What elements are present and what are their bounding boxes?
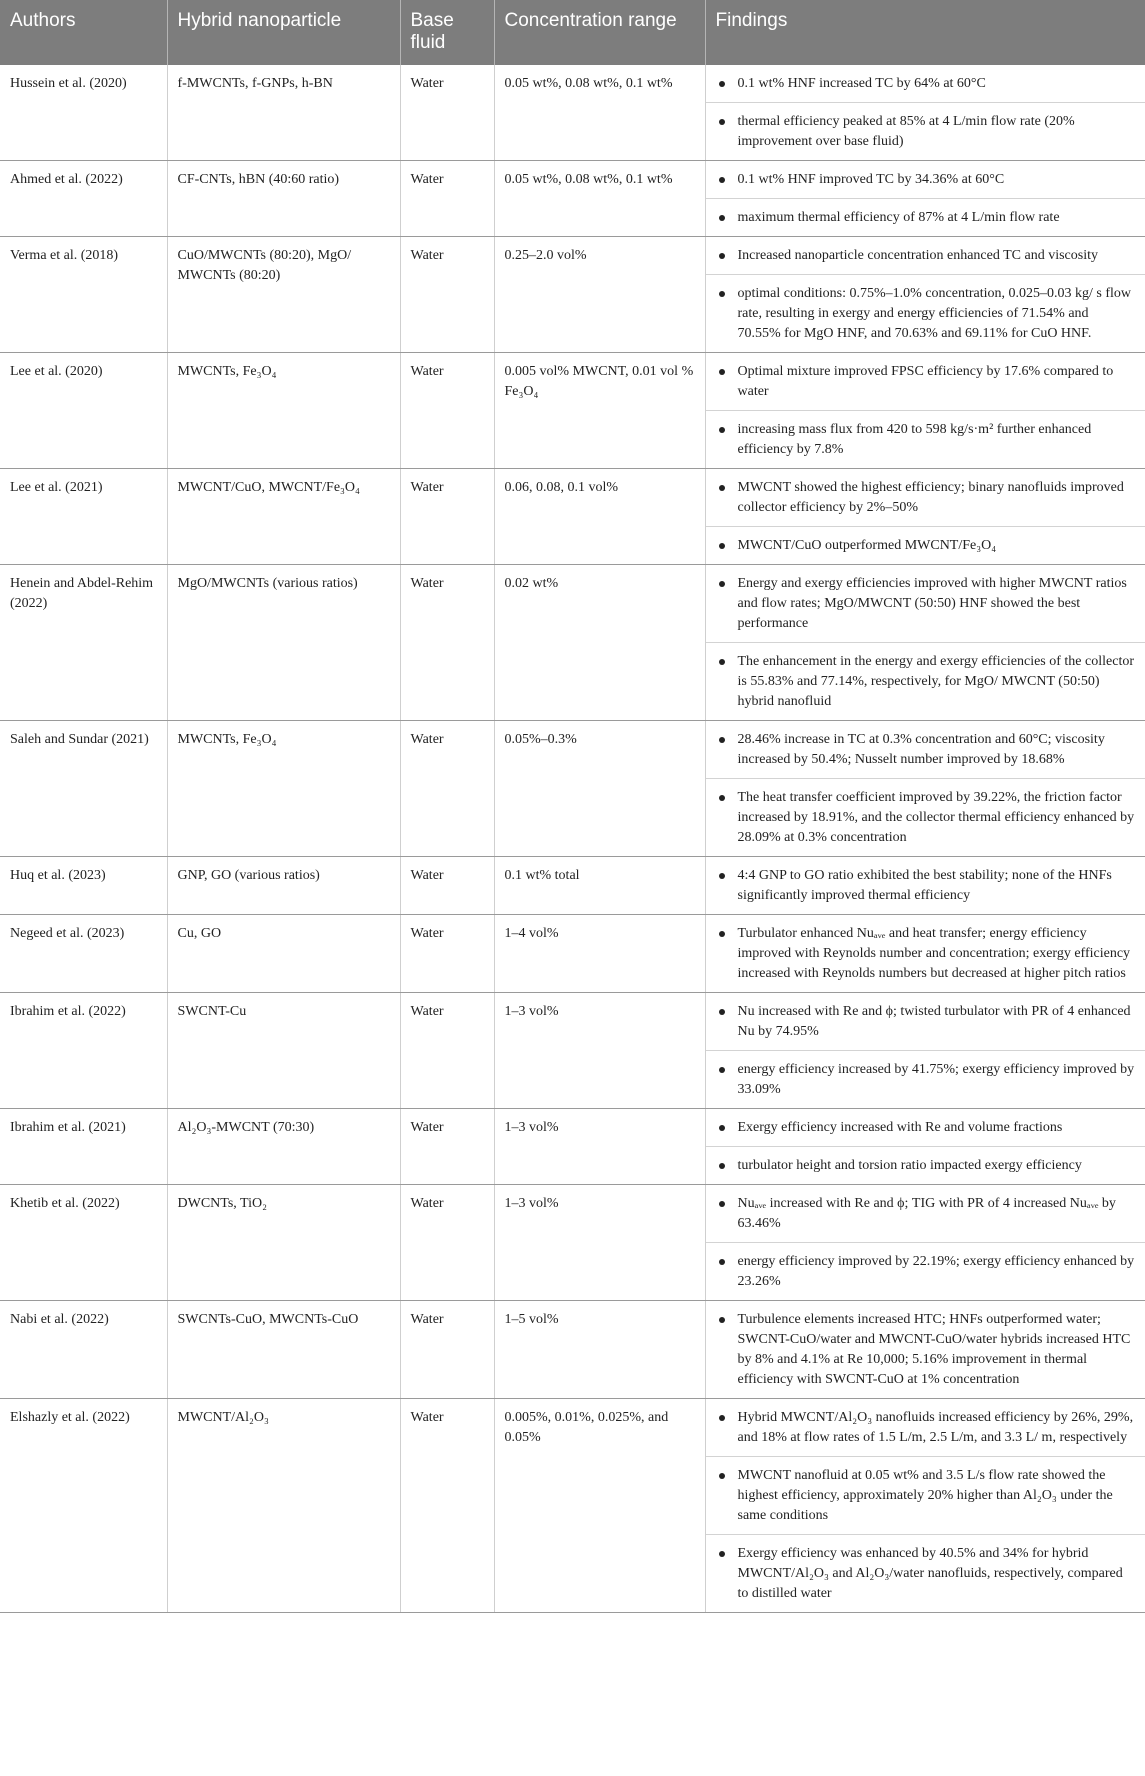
finding-item: Turbulence elements increased HTC; HNFs outperformed water; SWCNT-CuO/water and MWCNT-CuO/water hybrids increased HTC by 8% and 4.1% at Re 10,000; 5.16% improvement in thermal efficiency with SWCNT-CuO at 1% concentration <box>706 1301 1145 1398</box>
cell-findings <box>705 161 1145 237</box>
findings-list <box>706 721 1145 856</box>
cell-base-fluid: Water <box>400 915 494 993</box>
cell-findings <box>705 721 1145 857</box>
cell-author: Elshazly et al. (2022) <box>0 1399 167 1613</box>
cell-findings <box>705 565 1145 721</box>
cell-hybrid-nanoparticle: MWCNT/CuO, MWCNT/Fe₃O₄ <box>167 469 400 565</box>
finding-item: The enhancement in the energy and exergy efficiencies of the collector is 55.83% and 77.14%, respectively, for MgO/ MWCNT (50:50) hybrid nanofluid <box>706 643 1145 720</box>
cell-findings <box>705 915 1145 993</box>
cell-hybrid-nanoparticle: CF-CNTs, hBN (40:60 ratio) <box>167 161 400 237</box>
finding-item: Optimal mixture improved FPSC efficiency by 17.6% compared to water <box>706 353 1145 411</box>
table-row <box>0 993 1145 1109</box>
cell-concentration-range: 0.05%–0.3% <box>494 721 705 857</box>
cell-concentration-range: 0.02 wt% <box>494 565 705 721</box>
cell-concentration-range: 0.005 vol% MWCNT, 0.01 vol % Fe₃O₄ <box>494 353 705 469</box>
cell-base-fluid: Water <box>400 469 494 565</box>
finding-item: Exergy efficiency increased with Re and volume fractions <box>706 1109 1145 1147</box>
finding-item: energy efficiency improved by 22.19%; exergy efficiency enhanced by 23.26% <box>706 1243 1145 1300</box>
finding-item: 28.46% increase in TC at 0.3% concentration and 60°C; viscosity increased by 50.4%; Nusselt number improved by 18.68% <box>706 721 1145 779</box>
table-row <box>0 161 1145 237</box>
header-row <box>0 0 1145 65</box>
cell-base-fluid: Water <box>400 1185 494 1301</box>
cell-hybrid-nanoparticle: GNP, GO (various ratios) <box>167 857 400 915</box>
findings-list <box>706 1301 1145 1398</box>
cell-author: Verma et al. (2018) <box>0 237 167 353</box>
cell-hybrid-nanoparticle: f-MWCNTs, f-GNPs, h-BN <box>167 65 400 161</box>
cell-concentration-range: 0.1 wt% total <box>494 857 705 915</box>
cell-author: Hussein et al. (2020) <box>0 65 167 161</box>
cell-findings <box>705 469 1145 565</box>
cell-base-fluid: Water <box>400 1399 494 1613</box>
findings-list <box>706 1109 1145 1184</box>
cell-author: Lee et al. (2020) <box>0 353 167 469</box>
table-row <box>0 237 1145 353</box>
cell-findings <box>705 237 1145 353</box>
cell-findings <box>705 65 1145 161</box>
cell-hybrid-nanoparticle: Al₂O₃-MWCNT (70:30) <box>167 1109 400 1185</box>
cell-findings <box>705 857 1145 915</box>
cell-findings <box>705 1109 1145 1185</box>
findings-list <box>706 915 1145 992</box>
table-row <box>0 565 1145 721</box>
cell-base-fluid: Water <box>400 721 494 857</box>
header-concentration-range: Concentration range <box>494 0 705 65</box>
table-row <box>0 1109 1145 1185</box>
finding-item: MWCNT/CuO outperformed MWCNT/Fe₃O₄ <box>706 527 1145 564</box>
finding-item: turbulator height and torsion ratio impacted exergy efficiency <box>706 1147 1145 1184</box>
cell-concentration-range: 1–3 vol% <box>494 1109 705 1185</box>
cell-concentration-range: 0.005%, 0.01%, 0.025%, and 0.05% <box>494 1399 705 1613</box>
finding-item: The heat transfer coefficient improved by 39.22%, the friction factor increased by 18.91%, and the collector thermal efficiency enhanced by 28.09% at 0.3% concentration <box>706 779 1145 856</box>
cell-concentration-range: 0.05 wt%, 0.08 wt%, 0.1 wt% <box>494 65 705 161</box>
cell-author: Ibrahim et al. (2021) <box>0 1109 167 1185</box>
header-findings: Findings <box>705 0 1145 65</box>
table-row <box>0 1301 1145 1399</box>
finding-item: maximum thermal efficiency of 87% at 4 L/min flow rate <box>706 199 1145 236</box>
finding-item: Energy and exergy efficiencies improved with higher MWCNT ratios and flow rates; MgO/MWCNT (50:50) HNF showed the best performance <box>706 565 1145 643</box>
finding-item: Turbulator enhanced Nuₐᵥₑ and heat transfer; energy efficiency improved with Reynolds number and concentration; exergy efficiency increased with Reynolds numbers but decreased at higher pitch ratios <box>706 915 1145 992</box>
cell-concentration-range: 1–5 vol% <box>494 1301 705 1399</box>
cell-hybrid-nanoparticle: MWCNTs, Fe₃O₄ <box>167 353 400 469</box>
finding-item: 0.1 wt% HNF increased TC by 64% at 60°C <box>706 65 1145 103</box>
findings-list <box>706 353 1145 468</box>
finding-item: Hybrid MWCNT/Al₂O₃ nanofluids increased efficiency by 26%, 29%, and 18% at flow rates of 1.5 L/m, 2.5 L/m, and 3.3 L/ m, respectively <box>706 1399 1145 1457</box>
header-base-fluid: Base fluid <box>400 0 494 65</box>
table-header <box>0 0 1145 65</box>
table-row <box>0 469 1145 565</box>
cell-hybrid-nanoparticle: MgO/MWCNTs (various ratios) <box>167 565 400 721</box>
table-row <box>0 857 1145 915</box>
findings-list <box>706 993 1145 1108</box>
cell-author: Lee et al. (2021) <box>0 469 167 565</box>
cell-author: Khetib et al. (2022) <box>0 1185 167 1301</box>
finding-item: thermal efficiency peaked at 85% at 4 L/min flow rate (20% improvement over base fluid) <box>706 103 1145 160</box>
cell-base-fluid: Water <box>400 161 494 237</box>
cell-author: Saleh and Sundar (2021) <box>0 721 167 857</box>
cell-base-fluid: Water <box>400 857 494 915</box>
header-hybrid-nanoparticle: Hybrid nanoparticle <box>167 0 400 65</box>
cell-concentration-range: 0.25–2.0 vol% <box>494 237 705 353</box>
cell-author: Nabi et al. (2022) <box>0 1301 167 1399</box>
finding-item: Nu increased with Re and ϕ; twisted turbulator with PR of 4 enhanced Nu by 74.95% <box>706 993 1145 1051</box>
cell-findings <box>705 1399 1145 1613</box>
cell-hybrid-nanoparticle: SWCNTs-CuO, MWCNTs-CuO <box>167 1301 400 1399</box>
cell-hybrid-nanoparticle: MWCNT/Al₂O₃ <box>167 1399 400 1613</box>
finding-item: increasing mass flux from 420 to 598 kg/s·m² further enhanced efficiency by 7.8% <box>706 411 1145 468</box>
finding-item: MWCNT nanofluid at 0.05 wt% and 3.5 L/s flow rate showed the highest efficiency, approximately 20% higher than Al₂O₃ under the same conditions <box>706 1457 1145 1535</box>
finding-item: Nuₐᵥₑ increased with Re and ϕ; TIG with PR of 4 increased Nuₐᵥₑ by 63.46% <box>706 1185 1145 1243</box>
cell-findings <box>705 353 1145 469</box>
finding-item: Exergy efficiency was enhanced by 40.5% and 34% for hybrid MWCNT/Al₂O₃ and Al₂O₃/water nanofluids, respectively, compared to distilled water <box>706 1535 1145 1612</box>
cell-hybrid-nanoparticle: CuO/MWCNTs (80:20), MgO/ MWCNTs (80:20) <box>167 237 400 353</box>
cell-author: Ibrahim et al. (2022) <box>0 993 167 1109</box>
findings-list <box>706 237 1145 352</box>
findings-list <box>706 161 1145 236</box>
cell-hybrid-nanoparticle: MWCNTs, Fe₃O₄ <box>167 721 400 857</box>
cell-base-fluid: Water <box>400 1301 494 1399</box>
finding-item: MWCNT showed the highest efficiency; binary nanofluids improved collector efficiency by 2%–50% <box>706 469 1145 527</box>
cell-concentration-range: 1–3 vol% <box>494 993 705 1109</box>
cell-hybrid-nanoparticle: Cu, GO <box>167 915 400 993</box>
cell-findings <box>705 1185 1145 1301</box>
cell-author: Negeed et al. (2023) <box>0 915 167 993</box>
finding-item: 4:4 GNP to GO ratio exhibited the best stability; none of the HNFs significantly improved thermal efficiency <box>706 857 1145 914</box>
cell-hybrid-nanoparticle: DWCNTs, TiO₂ <box>167 1185 400 1301</box>
table-row <box>0 65 1145 161</box>
table-row <box>0 353 1145 469</box>
finding-item: 0.1 wt% HNF improved TC by 34.36% at 60°C <box>706 161 1145 199</box>
cell-concentration-range: 1–3 vol% <box>494 1185 705 1301</box>
cell-findings <box>705 1301 1145 1399</box>
table-row <box>0 1399 1145 1613</box>
cell-base-fluid: Water <box>400 65 494 161</box>
findings-list <box>706 65 1145 160</box>
cell-base-fluid: Water <box>400 993 494 1109</box>
findings-list <box>706 1185 1145 1300</box>
finding-item: optimal conditions: 0.75%–1.0% concentration, 0.025–0.03 kg/ s flow rate, resulting in exergy and energy efficiencies of 71.54% and 70.55% for MgO HNF, and 70.63% and 69.11% for CuO HNF. <box>706 275 1145 352</box>
cell-author: Ahmed et al. (2022) <box>0 161 167 237</box>
table-body <box>0 65 1145 1613</box>
findings-list <box>706 1399 1145 1612</box>
cell-hybrid-nanoparticle: SWCNT-Cu <box>167 993 400 1109</box>
table-row <box>0 721 1145 857</box>
header-authors: Authors <box>0 0 167 65</box>
cell-base-fluid: Water <box>400 1109 494 1185</box>
finding-item: energy efficiency increased by 41.75%; exergy efficiency improved by 33.09% <box>706 1051 1145 1108</box>
findings-list <box>706 565 1145 720</box>
finding-item: Increased nanoparticle concentration enhanced TC and viscosity <box>706 237 1145 275</box>
table-row <box>0 1185 1145 1301</box>
findings-list <box>706 469 1145 564</box>
cell-concentration-range: 0.05 wt%, 0.08 wt%, 0.1 wt% <box>494 161 705 237</box>
cell-base-fluid: Water <box>400 237 494 353</box>
table-row <box>0 915 1145 993</box>
cell-author: Henein and Abdel-Rehim (2022) <box>0 565 167 721</box>
cell-concentration-range: 0.06, 0.08, 0.1 vol% <box>494 469 705 565</box>
cell-base-fluid: Water <box>400 565 494 721</box>
cell-base-fluid: Water <box>400 353 494 469</box>
findings-list <box>706 857 1145 914</box>
cell-concentration-range: 1–4 vol% <box>494 915 705 993</box>
cell-author: Huq et al. (2023) <box>0 857 167 915</box>
cell-findings <box>705 993 1145 1109</box>
